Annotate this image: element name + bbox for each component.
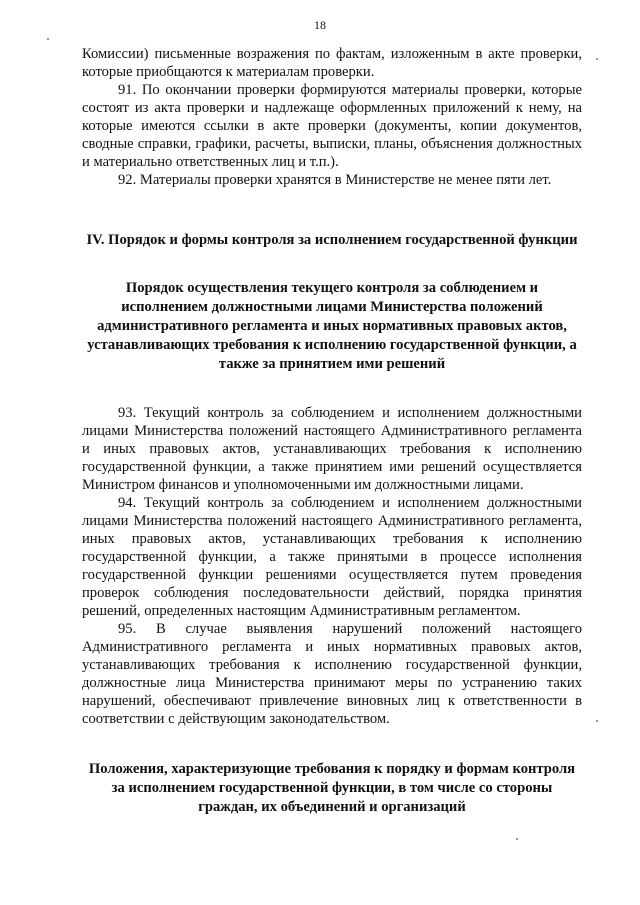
paragraph-95: 95. В случае выявления нарушений положений настоящего Административного регламента и иных нормативных правовых актов, устанавливающих требования к исполнению государственной функции, должностные лица Министерства принимают меры по устранению таких нарушений, обеспечивают привлечение виновных лиц к ответственности в соответствии с действующим законодательством. — [82, 621, 582, 727]
subsection-title-1-text: Порядок осуществления текущего контроля за соблюдением и исполнением должностными лицами Министерства положений административного регламента и иных нормативных правовых актов, устанавливающих требования к исполнению государственной функции, а также за принятием ими решений — [87, 280, 577, 372]
scan-artifact — [596, 720, 598, 722]
section-title-text: IV. Порядок и формы контроля за исполнением государственной функции — [86, 232, 578, 248]
subsection-title-2 — [82, 760, 582, 817]
page-content — [82, 45, 582, 817]
paragraph-91: 91. По окончании проверки формируются материалы проверки, которые состоят из акта проверки и надлежаще оформленных приложений к нему, на которые имеются ссылки в акте проверки (документы, копии документов, сводные справки, графики, расчеты, выписки, планы, объяснения должностных и материально ответственных лиц и т.п.). — [82, 82, 582, 170]
paragraph-92: 92. Материалы проверки хранятся в Министерстве не менее пяти лет. — [118, 172, 552, 188]
paragraph-block — [82, 404, 582, 728]
page-number: 18 — [314, 18, 326, 32]
subsection-title-1 — [82, 279, 582, 374]
subsection-title-2-text: Положения, характеризующие требования к порядку и формам контроля за исполнением государственной функции, в том числе со стороны граждан, их объединений и организаций — [88, 761, 576, 815]
paragraph-93: 93. Текущий контроль за соблюдением и исполнением должностными лицами Министерства положений настоящего Административного регламента и иных правовых актов, устанавливающих требования к исполнению государственной функции, а также принятием ими решений осуществляется Министром финансов и уполномоченными им должностными лицами. — [82, 405, 582, 493]
paragraph-94: 94. Текущий контроль за соблюдением и исполнением должностными лицами Министерства положений настоящего Административного регламента, иных правовых актов, устанавливающих требования к исполнению государственной функции, а также принятыми в процессе исполнения государственной функции решениями осуществляется путем проведения проверок соблюдения последовательности действий, порядка принятия решений, определенных настоящим Административным регламентом. — [82, 495, 582, 619]
paragraph-continuation: Комиссии) письменные возражения по фактам, изложенным в акте проверки, которые приобщаются к материалам проверки. — [82, 46, 582, 80]
scan-artifact — [596, 58, 598, 60]
scan-artifact — [47, 38, 49, 40]
scan-artifact — [516, 838, 518, 840]
section-title — [82, 231, 582, 249]
